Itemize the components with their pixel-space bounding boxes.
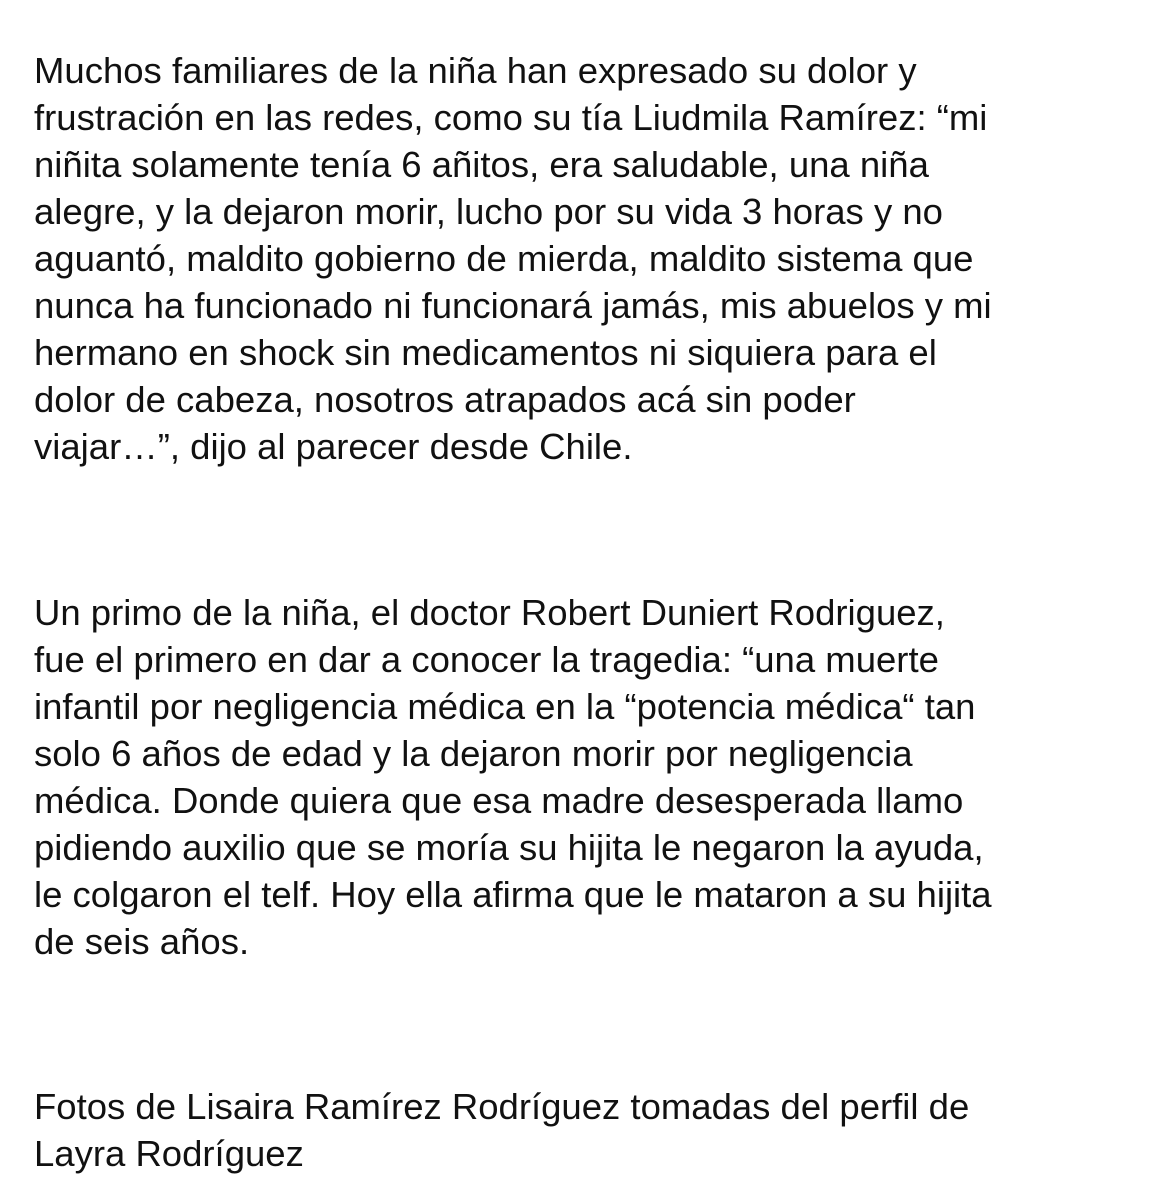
text-line: pidiendo auxilio que se moría su hijita le negaron la ayuda,: [34, 827, 984, 868]
text-line: viajar…”, dijo al parecer desde Chile.: [34, 426, 633, 467]
paragraph-photo-credit: [34, 1083, 969, 1177]
text-line: aguantó, maldito gobierno de mierda, maldito sistema que: [34, 238, 974, 279]
text-line: médica. Donde quiera que esa madre desesperada llamo: [34, 780, 964, 821]
text-line: de seis años.: [34, 921, 250, 962]
paragraph-family-statement: [34, 47, 992, 470]
text-line: Layra Rodríguez: [34, 1133, 304, 1174]
text-line: niñita solamente tenía 6 añitos, era saludable, una niña: [34, 144, 929, 185]
text-line: le colgaron el telf. Hoy ella afirma que le mataron a su hijita: [34, 874, 992, 915]
text-line: Fotos de Lisaira Ramírez Rodríguez tomadas del perfil de: [34, 1086, 970, 1127]
text-line: Un primo de la niña, el doctor Robert Duniert Rodriguez,: [34, 592, 945, 633]
paragraph-cousin-statement: [34, 589, 992, 965]
text-line: Muchos familiares de la niña han expresado su dolor y: [34, 50, 917, 91]
text-line: alegre, y la dejaron morir, lucho por su vida 3 horas y no: [34, 191, 943, 232]
text-line: solo 6 años de edad y la dejaron morir por negligencia: [34, 733, 913, 774]
text-line: hermano en shock sin medicamentos ni siquiera para el: [34, 332, 937, 373]
text-line: frustración en las redes, como su tía Liudmila Ramírez: “mi: [34, 97, 988, 138]
text-line: fue el primero en dar a conocer la tragedia: “una muerte: [34, 639, 939, 680]
text-line: nunca ha funcionado ni funcionará jamás, mis abuelos y mi: [34, 285, 992, 326]
text-line: infantil por negligencia médica en la “potencia médica“ tan: [34, 686, 976, 727]
text-line: dolor de cabeza, nosotros atrapados acá sin poder: [34, 379, 856, 420]
